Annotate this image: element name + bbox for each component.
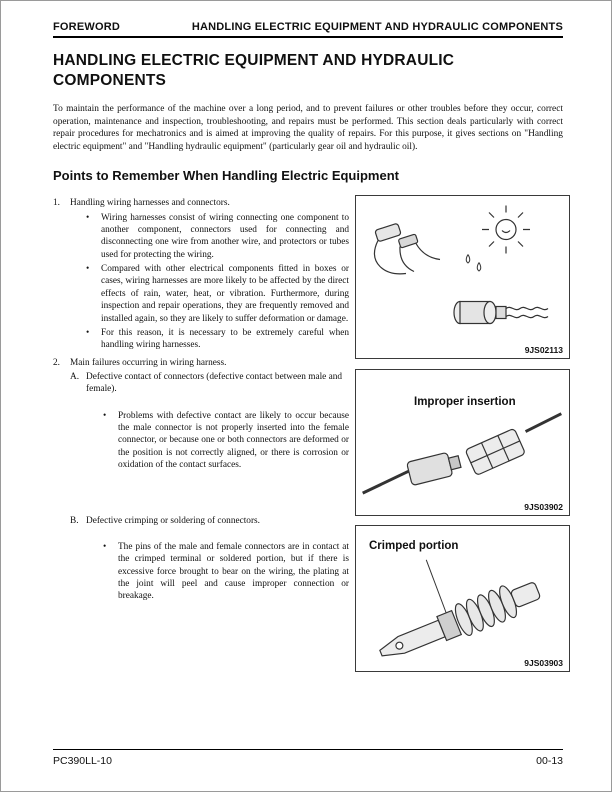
bullet-marker: • bbox=[103, 410, 107, 421]
list-number: 1. bbox=[53, 198, 60, 209]
figure-caption: Improper insertion bbox=[414, 396, 516, 409]
wiring-harness-illustration bbox=[356, 196, 569, 358]
bullet-item bbox=[86, 327, 349, 352]
bullet-item bbox=[86, 263, 349, 325]
connector-plug-icon bbox=[454, 302, 548, 324]
bullet-marker: • bbox=[86, 264, 90, 275]
sub-item-letter: B. bbox=[70, 516, 79, 527]
section-heading: Points to Remember When Handling Electric Equipment bbox=[53, 168, 399, 184]
water-drop-icon bbox=[466, 255, 481, 272]
footer-page-number: 00-13 bbox=[536, 755, 563, 767]
figure-column bbox=[355, 195, 570, 672]
bullet-item bbox=[103, 541, 349, 603]
page-title: HANDLING ELECTRIC EQUIPMENT AND HYDRAULIC COMPONENTS bbox=[53, 52, 455, 90]
bullet-text: Wiring harnesses consist of wiring connecting one component to another component, connectors used for connecting and disconnecting one wire from another wire, and protectors or tubes used for protecting the wiring. bbox=[101, 212, 349, 260]
figure-code: 9JS03902 bbox=[524, 502, 563, 513]
bullet-item bbox=[103, 410, 349, 472]
intro-paragraph: To maintain the performance of the machine over a long period, and to prevent failures or other troubles before they occur, correct operation, maintenance and inspection, troubleshooting, and repairs must be performed. This section deals particularly with correct repair procedures for mechatronics and is aimed at improving the quality of repairs. For this purpose, it gives sections on "Handling electric equipment" and "Handling hydraulic equipment" (particularly gear oil and hydraulic oil). bbox=[53, 103, 563, 152]
female-connector-icon bbox=[465, 429, 525, 476]
sun-icon bbox=[482, 206, 530, 254]
figure-crimped-portion bbox=[355, 525, 570, 672]
bullet-text: Compared with other electrical components fitted in boxes or cases, wiring harnesses are more likely to be affected by the direct effects of rain, water, heat, or vibration. Furthermore, during inspection and repair operations, they are frequently removed and installed again, so they are likely to suffer deformation or damage. bbox=[101, 264, 349, 324]
list-item-text: Main failures occurring in wiring harness. bbox=[70, 357, 227, 368]
sub-item-text: Defective contact of connectors (defective contact between male and female). bbox=[86, 371, 343, 395]
list-number: 2. bbox=[53, 357, 60, 368]
male-connector-icon bbox=[407, 450, 463, 486]
figure-caption: Crimped portion bbox=[369, 540, 459, 553]
bullet-text: For this reason, it is necessary to be extremely careful when handling wiring harnesses. bbox=[101, 327, 349, 351]
figure-wiring-harness bbox=[355, 195, 570, 359]
improper-insertion-illustration bbox=[356, 370, 569, 515]
sub-item-letter: A. bbox=[70, 371, 80, 382]
page-header bbox=[53, 21, 563, 38]
bullet-marker: • bbox=[103, 541, 107, 552]
header-chapter-label: HANDLING ELECTRIC EQUIPMENT AND HYDRAULIC COMPONENTS bbox=[191, 21, 563, 33]
content-area bbox=[53, 195, 563, 672]
sub-item-b bbox=[70, 515, 349, 602]
bullet-marker: • bbox=[86, 212, 90, 223]
bullet-text: The pins of the male and female connectors are in contact at the crimped terminal or soldered portion, but if there is excessive force brought to bear on the wiring, the plating at the joint will peel and cause improper connection or breakage. bbox=[118, 541, 349, 602]
text-column bbox=[53, 195, 349, 672]
page-footer bbox=[53, 749, 563, 767]
terminal-assembly-icon bbox=[375, 574, 544, 669]
header-section-label: FOREWORD bbox=[53, 21, 120, 33]
list-item-2 bbox=[53, 357, 349, 603]
sub-item-a bbox=[70, 371, 349, 472]
bullet-item bbox=[86, 212, 349, 261]
figure-code: 9JS03903 bbox=[524, 658, 563, 669]
bullet-text: Problems with defective contact are likely to occur because the male connector is not properly inserted into the female connector, or because one or both connectors are deformed or the position is not correctly aligned, or there is corrosion or oxidation of the contact surfaces. bbox=[118, 410, 349, 471]
sub-item-text: Defective crimping or soldering of connectors. bbox=[86, 516, 260, 527]
harness-connector-icon bbox=[374, 223, 440, 274]
list-item-1 bbox=[53, 197, 349, 351]
bullet-marker: • bbox=[86, 327, 90, 338]
figure-code: 9JS02113 bbox=[524, 345, 563, 356]
footer-model-number: PC390LL-10 bbox=[53, 755, 112, 767]
list-item-text: Handling wiring harnesses and connectors. bbox=[70, 198, 230, 209]
figure-improper-insertion bbox=[355, 369, 570, 516]
